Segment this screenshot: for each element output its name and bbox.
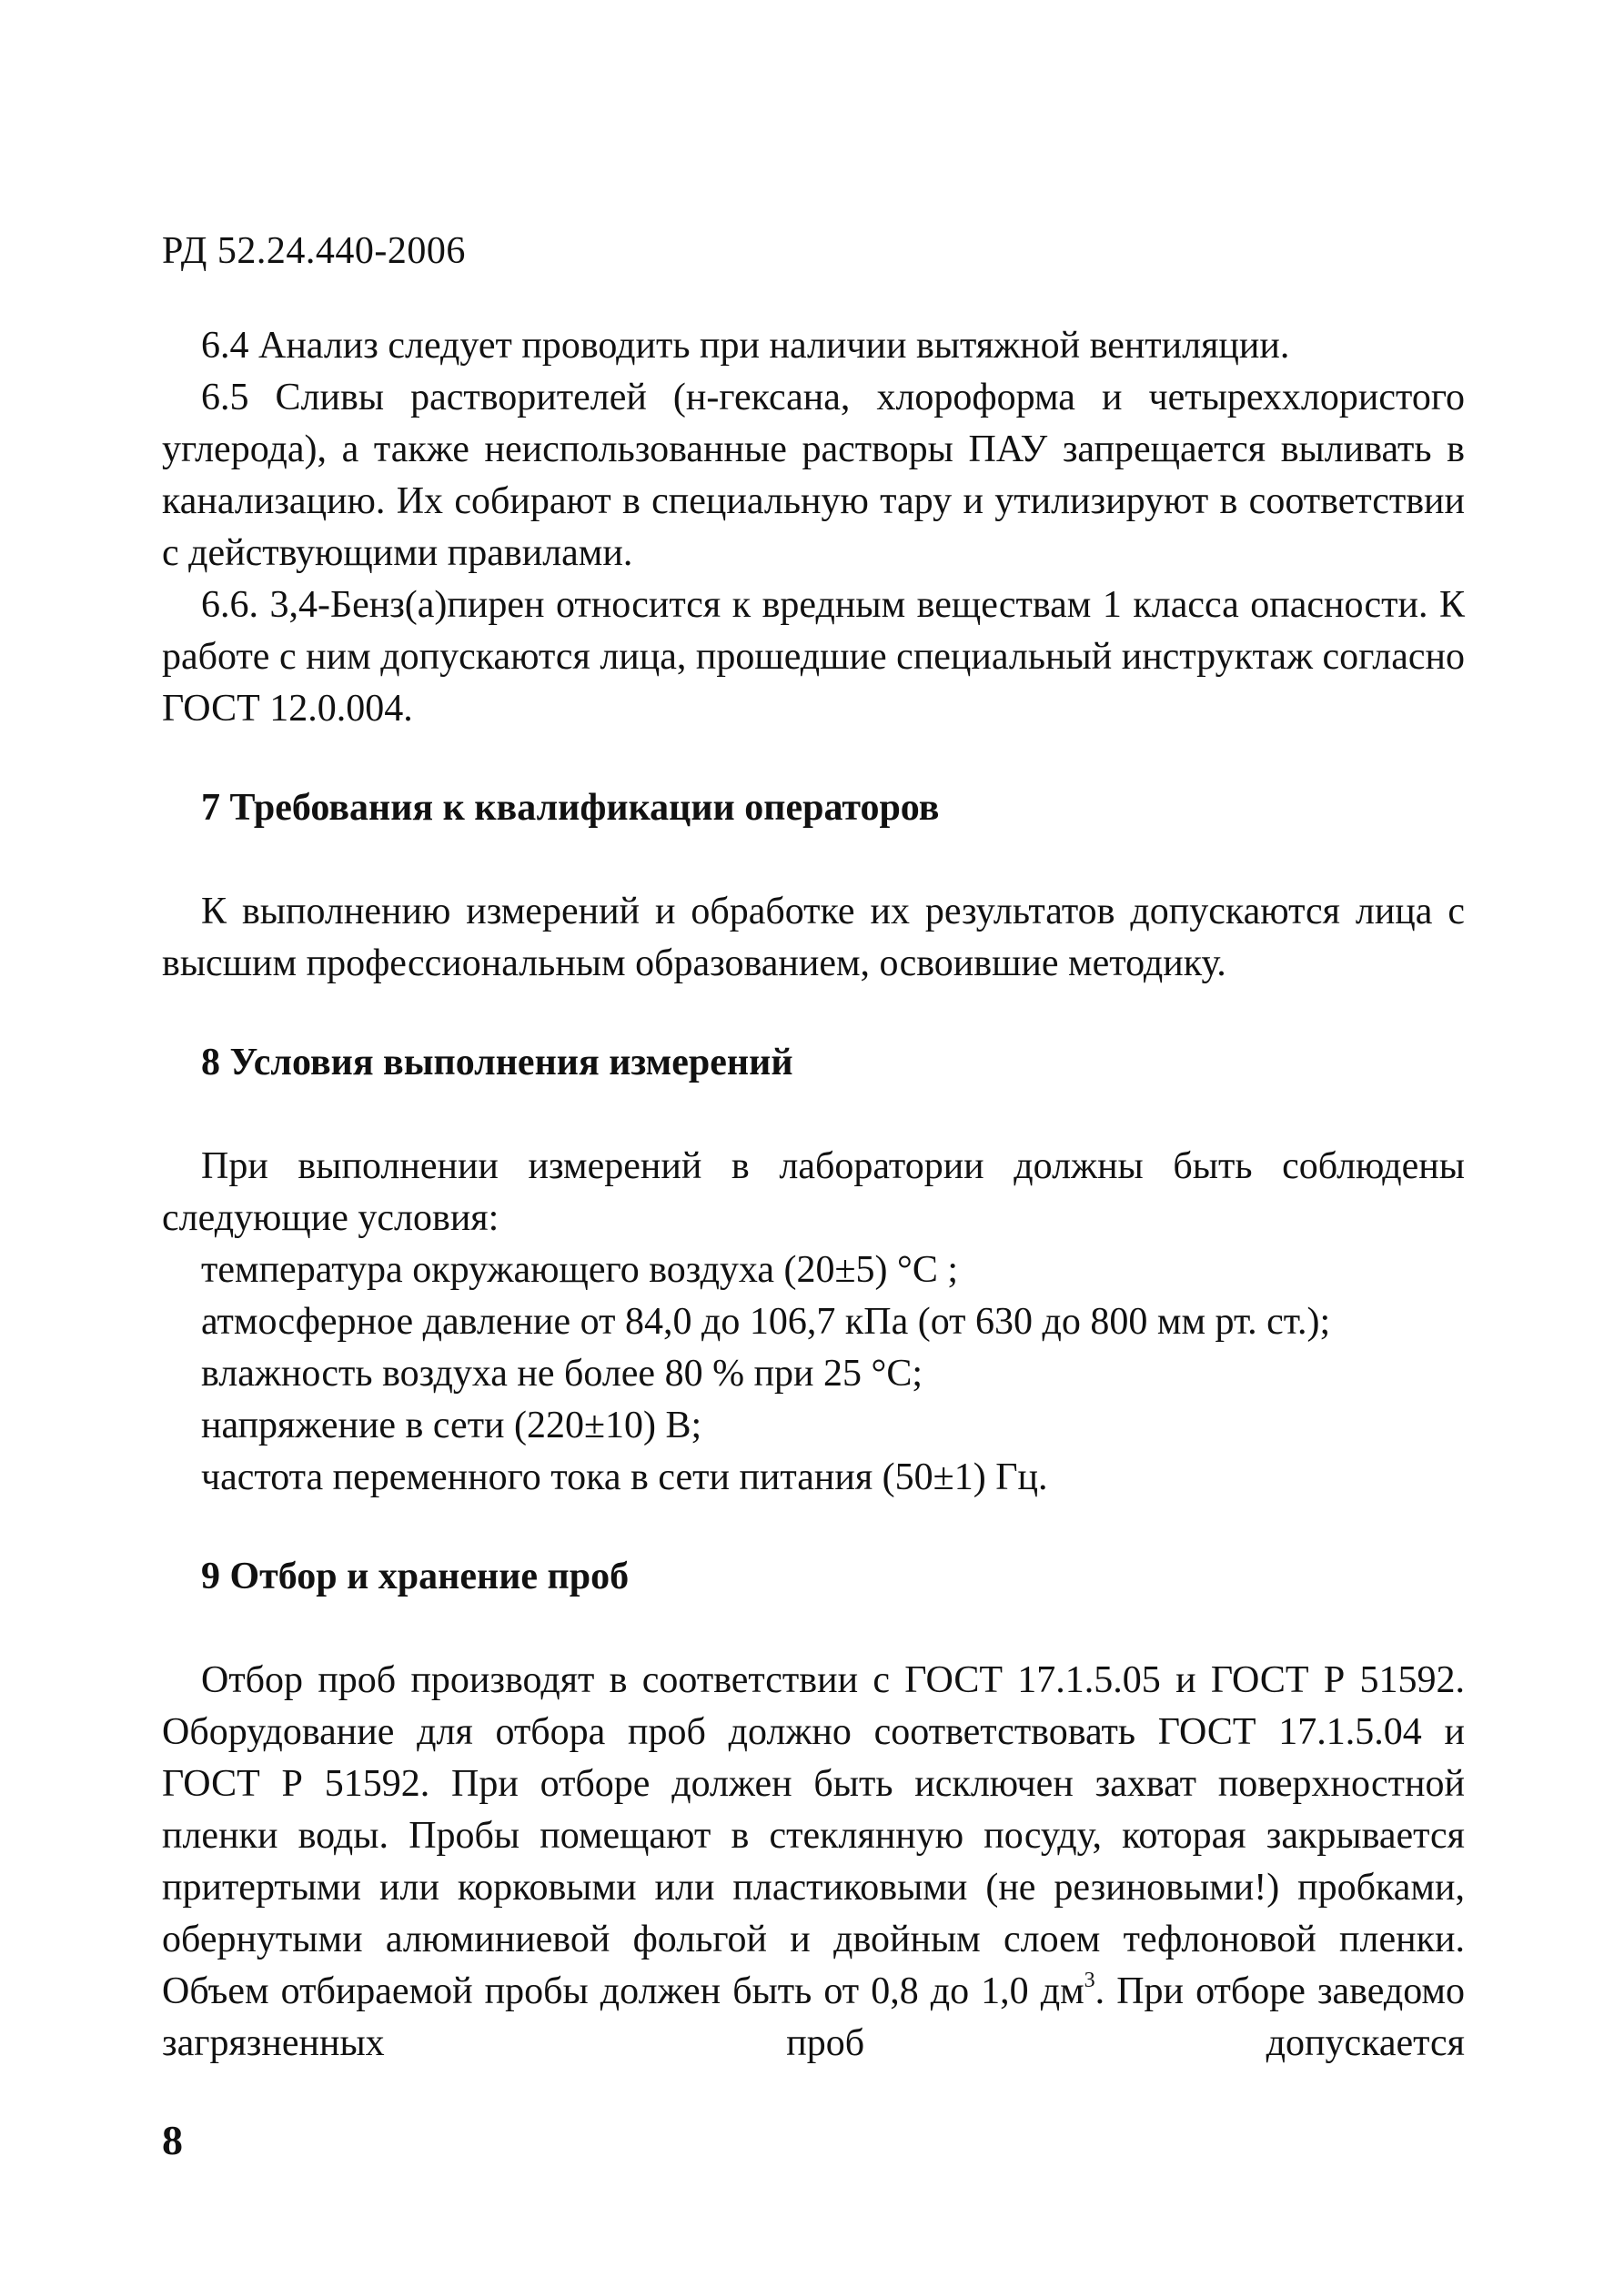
paragraph-6-4: 6.4 Анализ следует проводить при наличии вытяжной вентиляции.	[201, 325, 1290, 367]
condition-humidity: влажность воздуха не более 80 % при 25 °С;	[201, 1353, 923, 1395]
section-9-heading: 9 Отбор и хранение проб	[201, 1556, 630, 1597]
section-7-text: К выполнению измерений и обработке их результатов допускаются лица с высшим профессиональным образованием, освоившие методику.	[162, 891, 1465, 984]
paragraph-6-6: 6.6. 3,4-Бенз(а)пирен относится к вредным веществам 1 класса опасности. К работе с ним допускаются лица, прошедшие специальный инструктаж согласно ГОСТ 12.0.004.	[162, 584, 1465, 730]
cubic-superscript: 3	[1084, 1969, 1095, 1992]
section-8-heading: 8 Условия выполнения измерений	[201, 1042, 793, 1083]
section-7-heading: 7 Требования к квалификации операторов	[201, 787, 940, 829]
section-9-text-tail: . При отборе заведомо загрязненных проб допускается	[162, 1970, 1465, 2064]
document-code: РД 52.24.440-2006	[162, 230, 466, 272]
paragraph-6-5: 6.5 Сливы растворителей (н-гексана, хлороформа и четыреххлористого углерода), а также неиспользованные растворы ПАУ запрещается выливать в канализацию. Их собирают в специальную тару и утилизируют в соответствии с действующими правилами.	[162, 377, 1465, 574]
section-9-text-main: Отбор проб производят в соответствии с ГОСТ 17.1.5.05 и ГОСТ Р 51592. Оборудование для отбора проб должно соответствовать ГОСТ 17.1.5.04 и ГОСТ Р 51592. При отборе должен быть исключен захват поверхностной пленки воды. Пробы помещают в стеклянную посуду, которая закрывается притертыми или корковыми или пластиковыми (не резиновыми!) пробками, обернутыми алюминиевой фольгой и двойным слоем тефлоновой пленки. Объем отбираемой пробы должен быть от 0,8 до 1,0 дм	[162, 1659, 1465, 2012]
condition-temperature: температура окружающего воздуха (20±5) °С ;	[201, 1249, 959, 1291]
condition-pressure: атмосферное давление от 84,0 до 106,7 кПа (от 630 до 800 мм рт. ст.);	[201, 1301, 1331, 1343]
section-8-intro: При выполнении измерений в лаборатории должны быть соблюдены следующие условия:	[162, 1145, 1465, 1239]
condition-frequency: частота переменного тока в сети питания (50±1) Гц.	[201, 1456, 1048, 1498]
condition-voltage: напряжение в сети (220±10) В;	[201, 1405, 702, 1446]
section-9-text	[162, 1655, 1465, 2070]
document-body	[162, 320, 1465, 2070]
page-number: 8	[162, 2117, 183, 2163]
